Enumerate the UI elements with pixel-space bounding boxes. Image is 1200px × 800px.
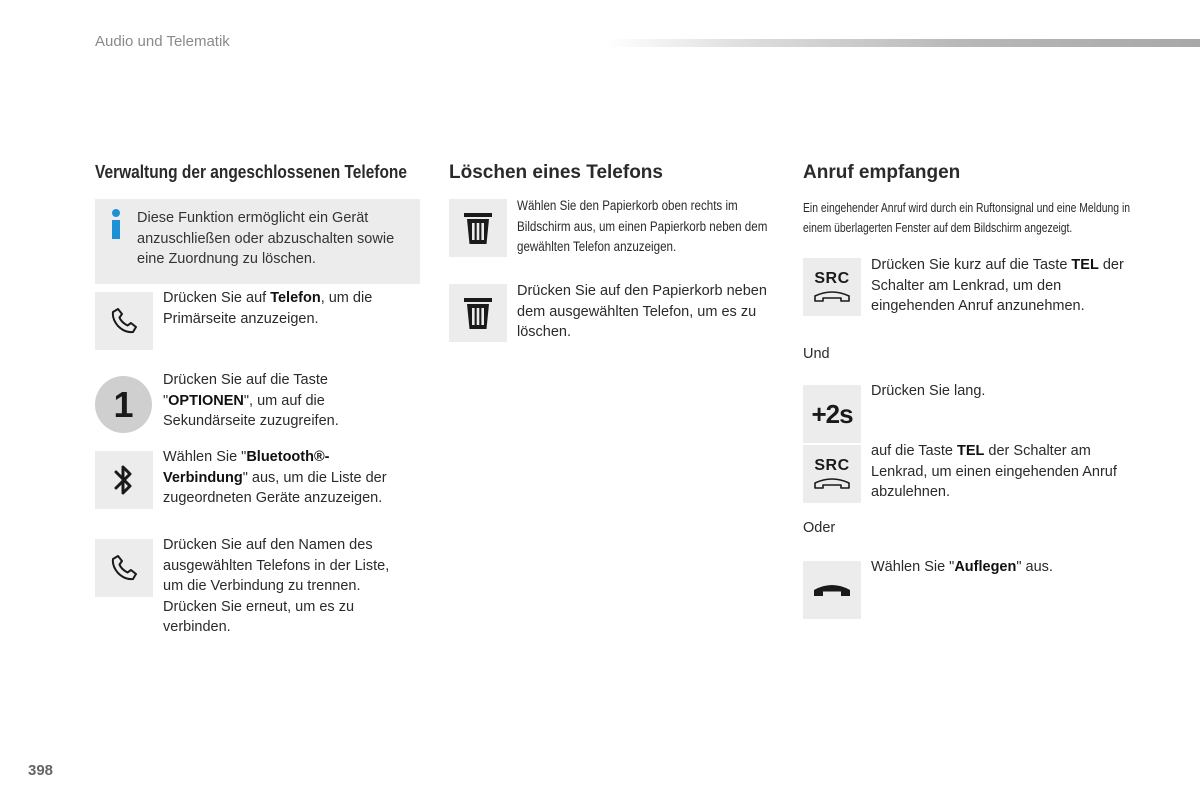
left-step3-text: Wählen Sie "Bluetooth®-Verbindung" aus, um die Liste der zugeordneten Geräte anzuzeigen. — [163, 449, 387, 506]
heading-manage-phones: Verwaltung der angeschlossenen Telefone — [95, 162, 407, 182]
src-tile — [803, 258, 861, 316]
hangup-tile — [803, 561, 861, 619]
src-tile-2 — [803, 445, 861, 503]
bluetooth-icon — [111, 462, 137, 498]
trash-icon — [462, 295, 494, 331]
src-tel-button-icon — [812, 271, 852, 304]
hold-tile — [803, 385, 861, 443]
phone-icon — [109, 306, 139, 336]
header-bar — [605, 39, 1200, 47]
src-tel-button-icon — [812, 458, 852, 491]
hold-2s-icon: +2s — [811, 398, 853, 429]
heading-delete-phone: Löschen eines Telefons — [449, 162, 663, 183]
right-step2-text: Drücken Sie lang. — [871, 383, 986, 399]
middle-step2-text: Drücken Sie auf den Papierkorb neben dem ausgewählten Telefon, um es zu löschen. — [517, 283, 767, 340]
right-step1-text: Drücken Sie kurz auf die Taste TEL der Schalter am Lenkrad, um den eingehenden Anruf anzunehmen. — [871, 257, 1124, 314]
trash-tile — [449, 199, 507, 257]
hang-up-icon — [812, 581, 852, 599]
left-step2-text: Drücken Sie auf die Taste "OPTIONEN", um auf die Sekundärseite zuzugreifen. — [163, 372, 339, 429]
oder-label: Oder — [803, 520, 836, 536]
info-box — [95, 199, 420, 284]
right-step3-text: auf die Taste TEL der Schalter am Lenkrad, um einen eingehenden Anruf abzulehnen. — [871, 443, 1117, 500]
step-number-badge: 1 — [95, 376, 152, 433]
info-text: Diese Funktion ermöglicht ein Gerät anzuschließen oder abzuschalten sowie eine Zuordnung zu löschen. — [137, 210, 395, 267]
right-step4-text: Wählen Sie "Auflegen" aus. — [871, 559, 1053, 575]
und-label: Und — [803, 346, 830, 362]
section-title: Audio und Telematik — [95, 33, 230, 50]
phone-tile — [95, 292, 153, 350]
phone-tile-2 — [95, 539, 153, 597]
info-icon — [111, 209, 121, 239]
src-label: SRC — [814, 456, 850, 474]
page-number: 398 — [28, 762, 54, 779]
left-step4-text: Drücken Sie auf den Namen des ausgewählten Telefons in der Liste, um die Verbindung zu trennen. Drücken Sie erneut, um es zu verbinden. — [163, 537, 390, 635]
right-intro-text: Ein eingehender Anruf wird durch ein Ruftonsignal und eine Meldung in einem überlagerten Fenster auf dem Bildschirm angezeigt. — [803, 201, 1131, 235]
trash-icon — [462, 210, 494, 246]
left-step1-text: Drücken Sie auf Telefon, um die Primärseite anzuzeigen. — [163, 290, 373, 327]
phone-icon — [109, 553, 139, 583]
middle-step1-text: Wählen Sie den Papierkorb oben rechts im Bildschirm aus, um einen Papierkorb neben dem gewählten Telefon anzuzeigen. — [517, 198, 768, 254]
bluetooth-tile — [95, 451, 153, 509]
src-label: SRC — [814, 269, 850, 287]
trash-tile-2 — [449, 284, 507, 342]
heading-receive-call: Anruf empfangen — [803, 162, 961, 183]
